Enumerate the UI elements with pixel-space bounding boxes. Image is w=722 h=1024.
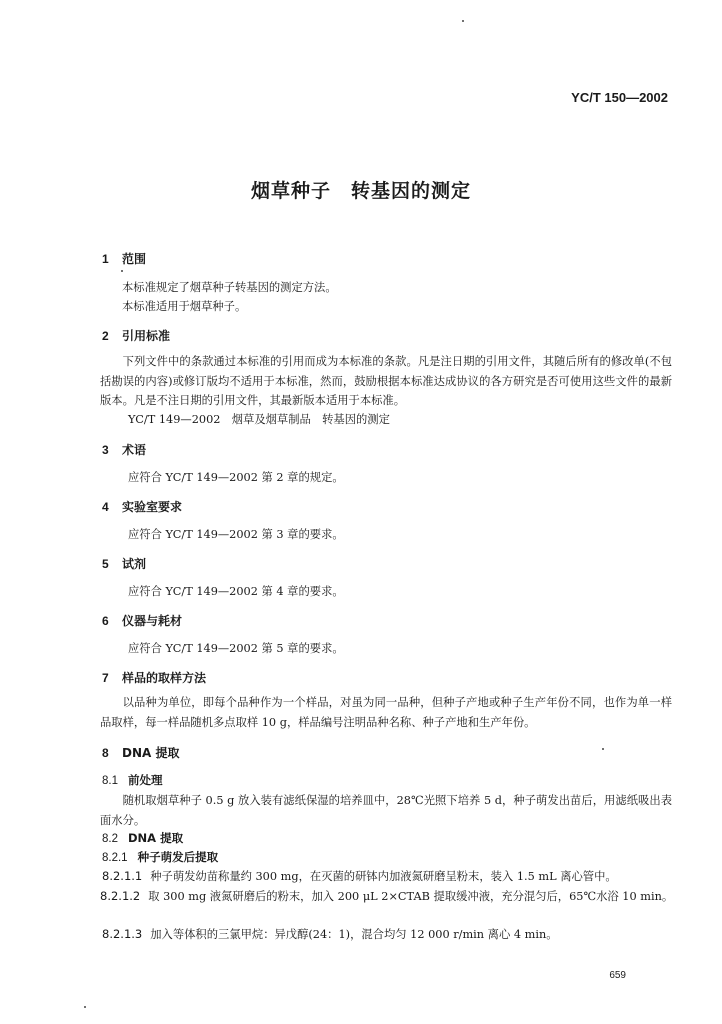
section-3-text: 应符合 YC/T 149—2002 第 2 章的规定。: [128, 471, 344, 484]
section-5-text: 应符合 YC/T 149—2002 第 4 章的要求。: [128, 585, 344, 598]
section-8-2-1-heading: 8.2.1 种子萌发后提取: [102, 850, 219, 864]
section-8-2-1-3-text: 加入等体积的三氯甲烷：异戊醇(24：1)，混合均匀 12 000 r/min 离心 4 min。: [150, 928, 558, 941]
section-8-2-1-1: [102, 868, 617, 884]
section-5-heading: 5 试剂: [102, 557, 147, 571]
standard-code: YC/T 150—2002: [571, 90, 668, 105]
section-2-heading: 2 引用标准: [102, 329, 171, 343]
section-1-line-1: 本标准规定了烟草种子转基因的测定方法。: [122, 281, 337, 294]
section-7-paragraph: 以品种为单位，即每个品种作为一个样品，对虽为同一品种，但种子产地或种子生产年份不同，也作为单一样品取样，每一样品随机多点取样 10 g，样品编号注明品种名称、种子产地和生产年份。: [100, 696, 672, 729]
section-6-heading: 6 仪器与耗材: [102, 614, 183, 628]
scan-speck: [462, 20, 464, 22]
section-8-2-heading: 8.2 DNA 提取: [102, 831, 184, 845]
section-8-heading: 8 DNA 提取: [102, 746, 180, 760]
section-8-2-1-2-num: 8.2.1.2: [100, 889, 141, 903]
section-8-2-1-2-text: 取 300 mg 液氮研磨后的粉末，加入 200 μL 2×CTAB 提取缓冲液，充分混匀后，65℃水浴 10 min。: [148, 890, 674, 903]
section-1-line-2: 本标准适用于烟草种子。: [122, 300, 247, 313]
section-8-2-1-3: [102, 926, 558, 942]
page-number: 659: [609, 970, 626, 981]
section-8-1-heading: 8.1 前处理: [102, 773, 163, 787]
scan-speck: [121, 270, 123, 272]
section-8-2-1-1-num: 8.2.1.1: [102, 869, 143, 883]
scan-speck: [84, 1006, 86, 1008]
section-8-2-1-3-num: 8.2.1.3: [102, 927, 143, 941]
section-8-1-paragraph: 随机取烟草种子 0.5 g 放入装有滤纸保湿的培养皿中，28℃光照下培养 5 d，种子萌发出苗后，用滤纸吸出表面水分。: [100, 794, 672, 827]
section-1-heading: 1 范围: [102, 252, 147, 266]
title-part-1: 烟草种子: [250, 180, 331, 202]
section-2-paragraph: 下列文件中的条款通过本标准的引用而成为本标准的条款。凡是注日期的引用文件，其随后所有的修改单(不包括勘误的内容)或修订版均不适用于本标准，然而，鼓励根据本标准达成协议的各方研究是否可使用这些文件的最新版本。凡是不注日期的引用文件，其最新版本适用于本标准。: [100, 355, 672, 407]
scan-speck: [602, 748, 604, 750]
section-2-reference: YC/T 149—2002 烟草及烟草制品 转基因的测定: [128, 413, 390, 426]
section-4-heading: 4 实验室要求: [102, 500, 183, 514]
section-4-text: 应符合 YC/T 149—2002 第 3 章的要求。: [128, 528, 344, 541]
section-6-text: 应符合 YC/T 149—2002 第 5 章的要求。: [128, 642, 344, 655]
section-8-2-1-2: [100, 887, 674, 907]
title-part-2: 转基因的测定: [351, 180, 472, 202]
section-8-2-1-1-text: 种子萌发幼苗称量约 300 mg，在灭菌的研钵内加液氮研磨呈粉末，装入 1.5 mL 离心管中。: [150, 870, 617, 883]
document-title: [0, 176, 722, 203]
section-3-heading: 3 术语: [102, 443, 147, 457]
section-7-heading: 7 样品的取样方法: [102, 671, 207, 685]
